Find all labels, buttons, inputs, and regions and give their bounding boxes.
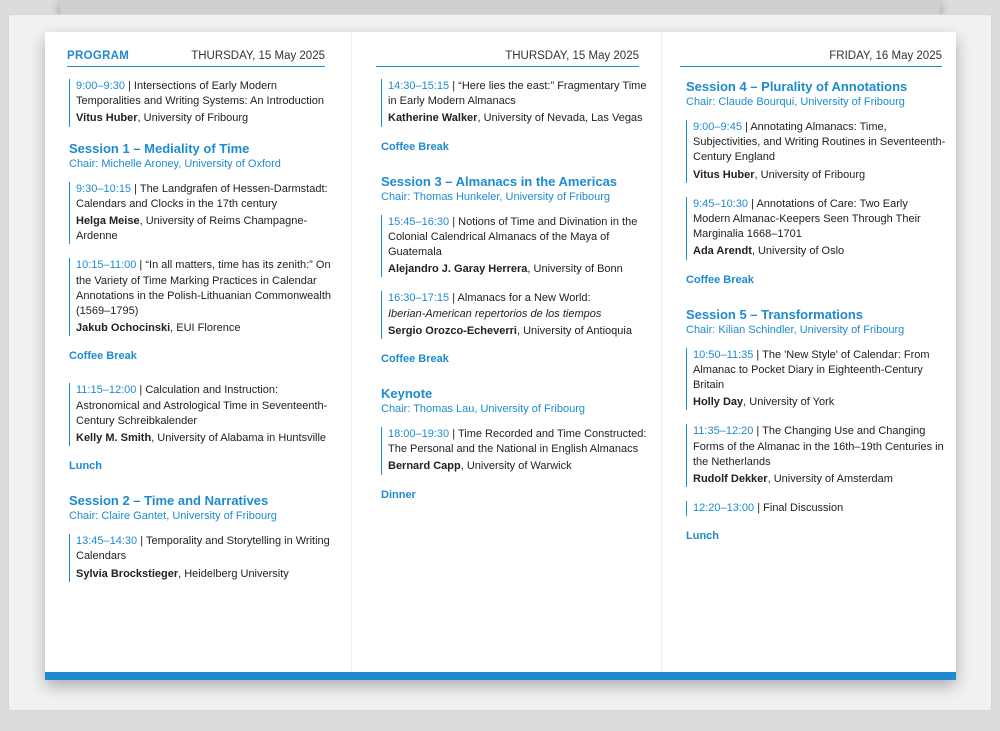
talk-title: The Changing Use and Changing Forms of the Almanac in the 16th–19th Centuries in the Netherlands xyxy=(693,425,944,468)
talk-time: 10:50–11:35 xyxy=(693,348,754,361)
speaker-affiliation: , University of York xyxy=(743,396,835,409)
column-header xyxy=(67,50,325,67)
talk-time: 9:45–10:30 xyxy=(693,197,749,210)
column-header xyxy=(680,50,942,67)
talk-time: 16:30–17:15 xyxy=(388,292,450,305)
session-chair: Chair: Thomas Hunkeler, University of Fribourg xyxy=(381,190,611,203)
break-label: Lunch xyxy=(69,460,102,473)
speaker-name: Alejandro J. Garay Herrera xyxy=(388,263,528,276)
speaker-name: Sergio Orozco-Echeverri xyxy=(388,324,517,337)
talk-title: Final Discussion xyxy=(763,502,844,515)
talk-time: 11:15–12:00 xyxy=(76,384,137,397)
speaker-affiliation: , University of Warwick xyxy=(460,460,572,473)
program-brochure xyxy=(45,32,956,680)
session-chair: Chair: Michelle Aroney, University of Oxford xyxy=(69,157,281,170)
day-date: THURSDAY, 15 May 2025 xyxy=(191,50,325,62)
speaker-name: Katherine Walker xyxy=(388,112,478,125)
session-title: Keynote xyxy=(381,386,433,402)
talk-title: Annotations of Care: Two Early Modern Almanac-Keepers Seen Through Their Marginalia 1668–1701 xyxy=(693,197,921,241)
session-title: Session 4 – Plurality of Annotations xyxy=(686,79,908,94)
talk-time: 15:45–16:30 xyxy=(388,215,450,228)
talk-item: 10:50–11:35 | The 'New Style' of Calendar: From Almanac to Pocket Diary in Eighteenth-Century Britain Holly Day, University of York xyxy=(686,348,946,411)
break-label: Coffee Break xyxy=(381,353,449,366)
break-label: Coffee Break xyxy=(69,350,137,363)
speaker-name: Jakub Ochocinski xyxy=(76,322,171,335)
talk-item: 11:35–12:20 | The Changing Use and Changing Forms of the Almanac in the 16th–19th Centuries in the Netherlands Rudolf Dekker, University of Amsterdam xyxy=(686,424,946,487)
break-label: Coffee Break xyxy=(686,273,754,286)
talk-time: 14:30–15:15 xyxy=(388,80,450,92)
speaker-affiliation: , EUI Florence xyxy=(170,322,241,335)
speaker-name: Vitus Huber xyxy=(693,168,755,181)
talk-time: 10:15–11:00 xyxy=(76,259,137,272)
speaker-affiliation: , University of Alabama in Huntsville xyxy=(151,432,327,445)
talk-title: “In all matters, time has its zenith:” On the Variety of Time Marking Practices in Calendar Annotations in the Polish-Lithuanian Commonwealth (1569–1795) xyxy=(76,259,331,318)
column-friday xyxy=(661,32,956,672)
speaker-affiliation: , University of Nevada, Las Vegas xyxy=(477,112,643,125)
talk-item: 15:45–16:30 | Notions of Time and Divination in the Colonial Calendrical Almanacs of the Maya of Guatemala Alejandro J. Garay Herrera, University of Bonn xyxy=(381,215,647,278)
speaker-name: Vitus Huber xyxy=(76,112,138,125)
talk-item: 14:30–15:15 | “Here lies the east:” Fragmentary Time in Early Modern Almanacs Katherine Walker, University of Nevada, Las Vegas xyxy=(381,79,647,127)
stacked-sheet-edge xyxy=(60,0,940,14)
accent-bar xyxy=(45,672,956,680)
speaker-affiliation: , University of Fribourg xyxy=(137,112,249,125)
talk-time: 9:00–9:30 xyxy=(76,80,125,92)
break-label: Coffee Break xyxy=(381,140,449,153)
talk-title: Almanacs for a New World: xyxy=(457,292,591,305)
session-chair: Chair: Claude Bourqui, University of Fribourg xyxy=(686,96,905,108)
session-title: Session 5 – Transformations xyxy=(686,306,864,322)
talk-title-italic: Iberian-American repertorios de los tiempos xyxy=(388,307,602,320)
speaker-affiliation: , University of Amsterdam xyxy=(767,473,893,486)
day-date: FRIDAY, 16 May 2025 xyxy=(829,50,942,62)
talk-title: Time Recorded and Time Constructed: The Personal and the National in English Almanacs xyxy=(388,428,647,456)
talk-time: 13:45–14:30 xyxy=(76,535,138,548)
talk-time: 9:30–10:15 xyxy=(76,182,132,195)
break-label: Dinner xyxy=(381,488,416,501)
speaker-name: Ada Arendt xyxy=(693,245,752,258)
speaker-name: Kelly M. Smith xyxy=(76,432,152,445)
speaker-affiliation: , University of Oslo xyxy=(751,245,845,258)
talk-item: 9:30–10:15 | The Landgrafen of Hessen-Darmstadt: Calendars and Clocks in the 17th century Helga Meise, University of Reims Champagne-Ardenne xyxy=(69,182,341,245)
talk-title: The 'New Style' of Calendar: From Almanac to Pocket Diary in Eighteenth-Century Britain xyxy=(693,348,930,392)
session-title: Session 3 – Almanacs in the Americas xyxy=(381,173,618,189)
column-header xyxy=(376,50,639,67)
speaker-affiliation: , University of Antioquia xyxy=(517,324,632,337)
session-chair: Chair: Kilian Schindler, University of Fribourg xyxy=(686,323,905,336)
talk-item: 13:45–14:30 | Temporality and Storytelling in Writing Calendars Sylvia Brockstieger, Heidelberg University xyxy=(69,534,341,582)
talk-time: 12:20–13:00 xyxy=(693,502,755,515)
speaker-name: Helga Meise xyxy=(76,215,140,228)
speaker-name: Holly Day xyxy=(693,396,744,409)
speaker-affiliation: , University of Reims Champagne-Ardenne xyxy=(76,215,308,243)
talk-item: 12:20–13:00 | Final Discussion xyxy=(686,501,946,516)
column-thursday-2 xyxy=(351,32,661,672)
talk-item: 16:30–17:15 | Almanacs for a New World: Iberian-American repertorios de los tiempos Sergio Orozco-Echeverri, University of Antioquia xyxy=(381,291,647,339)
talk-title: Intersections of Early Modern Temporalities and Writing Systems: An Introduction xyxy=(76,80,325,108)
program-label: PROGRAM xyxy=(67,50,130,62)
day-date: THURSDAY, 15 May 2025 xyxy=(505,50,639,62)
break-label: Lunch xyxy=(686,530,719,543)
talk-time: 18:00–19:30 xyxy=(388,428,450,441)
talk-item: 11:15–12:00 | Calculation and Instruction: Astronomical and Astrological Time in Seventeenth-Century Schreibkalender Kelly M. Smith, University of Alabama in Huntsville xyxy=(69,383,341,446)
talk-title: The Landgrafen of Hessen-Darmstadt: Calendars and Clocks in the 17th century xyxy=(76,182,328,210)
talk-item: 9:00–9:30 | Intersections of Early Modern Temporalities and Writing Systems: An Introduction Vitus Huber, University of Fribourg xyxy=(69,79,341,127)
speaker-affiliation: , Heidelberg University xyxy=(178,567,289,580)
session-title: Session 1 – Mediality of Time xyxy=(69,140,250,156)
column-thursday-1 xyxy=(45,32,351,672)
talk-item: 18:00–19:30 | Time Recorded and Time Constructed: The Personal and the National in English Almanacs Bernard Capp, University of Warwick xyxy=(381,427,647,475)
speaker-affiliation: , University of Bonn xyxy=(527,263,623,276)
talk-item: 9:45–10:30 | Annotations of Care: Two Early Modern Almanac-Keepers Seen Through Their Marginalia 1668–1701 Ada Arendt, University of Oslo xyxy=(686,197,946,260)
talk-title: Annotating Almanacs: Time, Subjectivities, and Writing Routines in Seventeenth-Century England xyxy=(693,121,946,164)
talk-time: 11:35–12:20 xyxy=(693,425,754,438)
talk-title: Temporality and Storytelling in Writing Calendars xyxy=(76,535,330,563)
talk-item: 9:00–9:45 | Annotating Almanacs: Time, Subjectivities, and Writing Routines in Seventeenth-Century England Vitus Huber, University of Fribourg xyxy=(686,120,946,183)
talk-title: Calculation and Instruction: Astronomical and Astrological Time in Seventeenth-Century Schreibkalender xyxy=(76,384,328,427)
session-chair: Chair: Thomas Lau, University of Fribourg xyxy=(381,403,585,416)
talk-title: “Here lies the east:” Fragmentary Time in Early Modern Almanacs xyxy=(388,80,647,108)
talk-item: 10:15–11:00 | “In all matters, time has its zenith:” On the Variety of Time Marking Practices in Calendar Annotations in the Polish-Lithuanian Commonwealth (1569–1795) Jakub Ochocinski, EUI Florence xyxy=(69,258,341,336)
speaker-name: Bernard Capp xyxy=(388,460,461,473)
talk-time: 9:00–9:45 xyxy=(693,121,742,133)
talk-title: Notions of Time and Divination in the Colonial Calendrical Almanacs of the Maya of Guatemala xyxy=(388,215,638,259)
session-chair: Chair: Claire Gantet, University of Fribourg xyxy=(69,510,277,523)
speaker-affiliation: , University of Fribourg xyxy=(754,168,866,181)
speaker-name: Rudolf Dekker xyxy=(693,473,768,486)
session-title: Session 2 – Time and Narratives xyxy=(69,493,269,509)
speaker-name: Sylvia Brockstieger xyxy=(76,567,179,580)
